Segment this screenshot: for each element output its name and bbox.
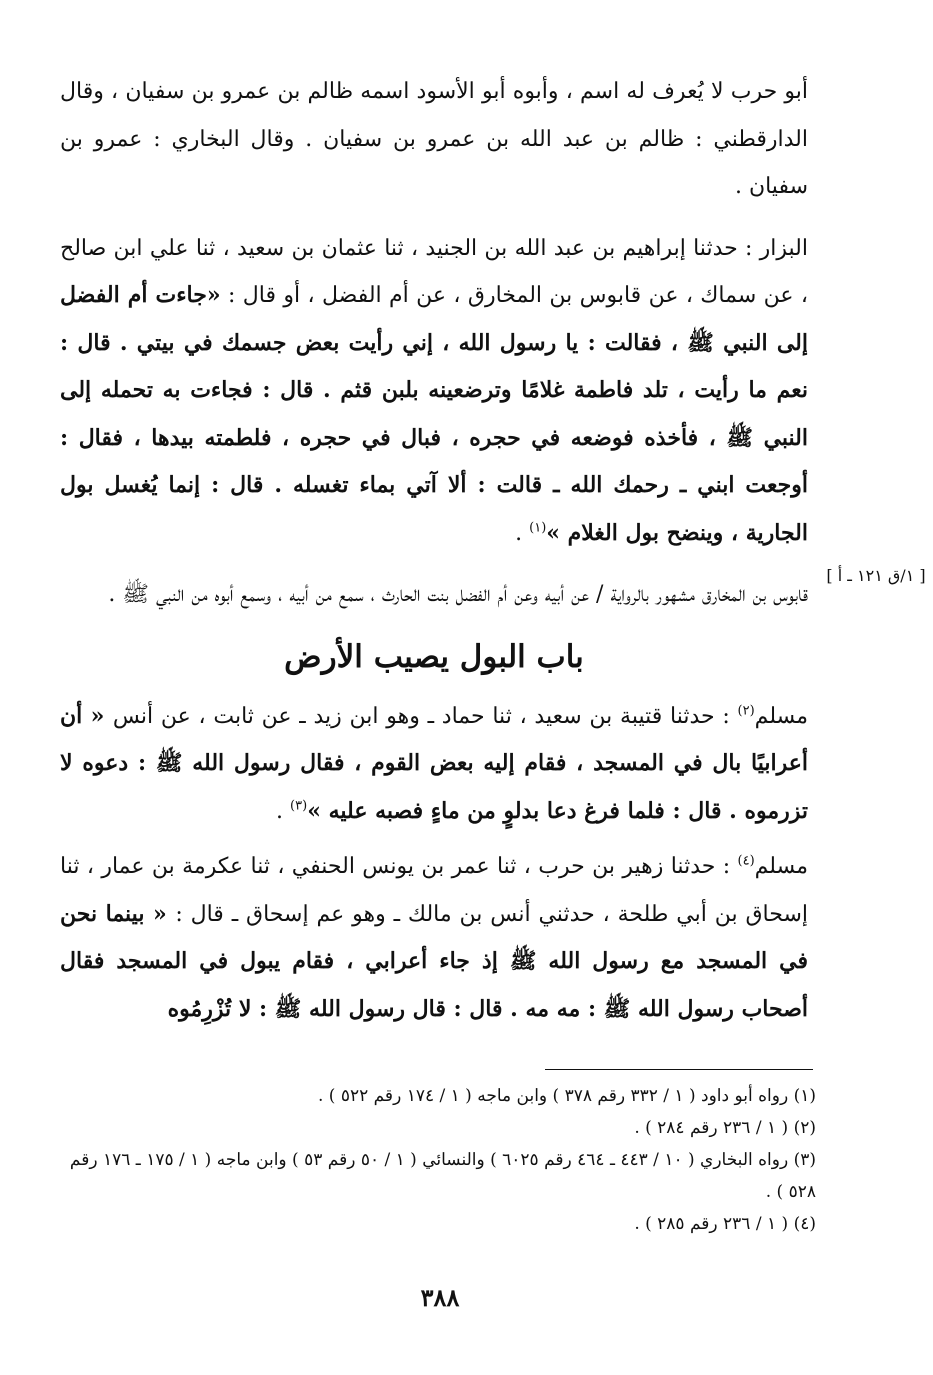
footnote-ref[interactable]: (٤) — [737, 853, 755, 869]
paragraph-text: أبو حرب لا يُعرف له اسم ، وأبوه أبو الأسود اسمه ظالم بن عمرو بن سفيان ، وقال الدارقطني : ظالم بن عبد الله بن عمرو بن سفيان . وقال البخاري : عمرو بن سفيان . — [60, 79, 809, 199]
paragraph-muslim-2 — [60, 843, 808, 1033]
source-name: مسلم — [754, 854, 808, 879]
paragraph-abu-harb — [60, 68, 808, 211]
punctuation: . — [276, 798, 291, 824]
footnotes — [60, 1080, 816, 1240]
hadith-text: « أن أعرابيًا بال في المسجد ، فقام إليه بعض القوم ، فقال رسول الله ﷺ : دعوه لا تزرموه . قال : فلما فرغ دعا بدلوٍ من ماءٍ فصبه عليه » — [60, 702, 808, 824]
main-text — [60, 68, 808, 1047]
paragraph-bazzar — [60, 225, 808, 558]
footnote-ref[interactable]: (١) — [529, 520, 547, 536]
punctuation: . — [515, 520, 530, 546]
footnote-ref[interactable]: (٣) — [290, 798, 308, 814]
paragraph-text: قابوس بن المخارق مشهور بالرواية / عن أبيه وعن أم الفضل بنت الحارث ، سمع من أبيه ، وسمع أبوه من النبي ﷺ . — [108, 582, 808, 607]
footnote-1: (١) رواه أبو داود ( ١ / ٣٣٢ رقم ٣٧٨ ) وابن ماجه ( ١ / ١٧٤ رقم ٥٢٢ ) . — [317, 1086, 816, 1106]
manuscript-folio-note: [ ١/ق ١٢١ ـ أ ] — [826, 566, 926, 585]
footnote-3: (٣) رواه البخاري ( ١٠ / ٤٤٣ ـ ٤٦٤ رقم ٦٠٢٥ ) والنسائي ( ١ / ٥٠ رقم ٥٣ ) وابن ماجه ( ١ / ١٧٥ ـ ١٧٦ رقم ٥٢٨ ) . — [69, 1150, 816, 1202]
source-name: مسلم — [754, 703, 809, 729]
hadith-text: «جاءت أم الفضل إلى النبي ﷺ ، فقالت : يا رسول الله ، إني رأيت بعض جسمك في بيتي . قال : نعم ما رأيت ، تلد فاطمة غلامًا وترضعينه بلبن قثم . قال : فجاءت به تحمله إلى النبي ﷺ ، فأخذه فوضعه في حجره ، فبال في حجره ، فلطمته بيدها ، فقال : أوجعت ابني ـ رحمك الله ـ قالت : ألا آتي بماء تغسله . قال : إنما يُغسل بول الجارية ، وينضح بول الغلام » — [60, 282, 808, 546]
footnote-ref[interactable]: (٢) — [737, 703, 755, 719]
page-number: ٣٨٨ — [420, 1283, 460, 1312]
hadith-text: « بينما نحن في المسجد مع رسول الله ﷺ إذ جاء أعرابي ، فقام يبول في المسجد فقال أصحاب رسول الله ﷺ : مه مه . قال : قال رسول الله ﷺ : لا تُزْرِمُوه — [60, 900, 808, 1022]
footnote-divider — [545, 1069, 813, 1070]
paragraph-qabus — [60, 571, 808, 619]
footnote-2: (٢) ( ١ / ٢٣٦ رقم ٢٨٤ ) . — [634, 1118, 816, 1138]
isnad-text: البزار : حدثنا إبراهيم بن عبد الله بن الجنيد ، ثنا عثمان بن سعيد ، ثنا علي ابن صالح ، عن سماك ، عن قابوس بن المخارق ، عن أم الفضل ، أو قال : — [60, 235, 809, 308]
paragraph-muslim-1 — [60, 693, 808, 836]
isnad-text: : حدثنا قتيبة بن سعيد ، ثنا حماد ـ وهو ابن زيد ـ عن ثابت ، عن أنس — [112, 703, 738, 729]
footnote-4: (٤) ( ١ / ٢٣٦ رقم ٢٨٥ ) . — [634, 1214, 816, 1234]
section-heading: باب البول يصيب الأرض — [284, 638, 584, 675]
isnad-text: : حدثنا زهير بن حرب ، ثنا عمر بن يونس الحنفي ، ثنا عكرمة بن عمار ، ثنا إسحاق بن أبي طلحة ، حدثني أنس بن مالك ـ وهو عم إسحاق ـ قال : — [60, 854, 809, 927]
